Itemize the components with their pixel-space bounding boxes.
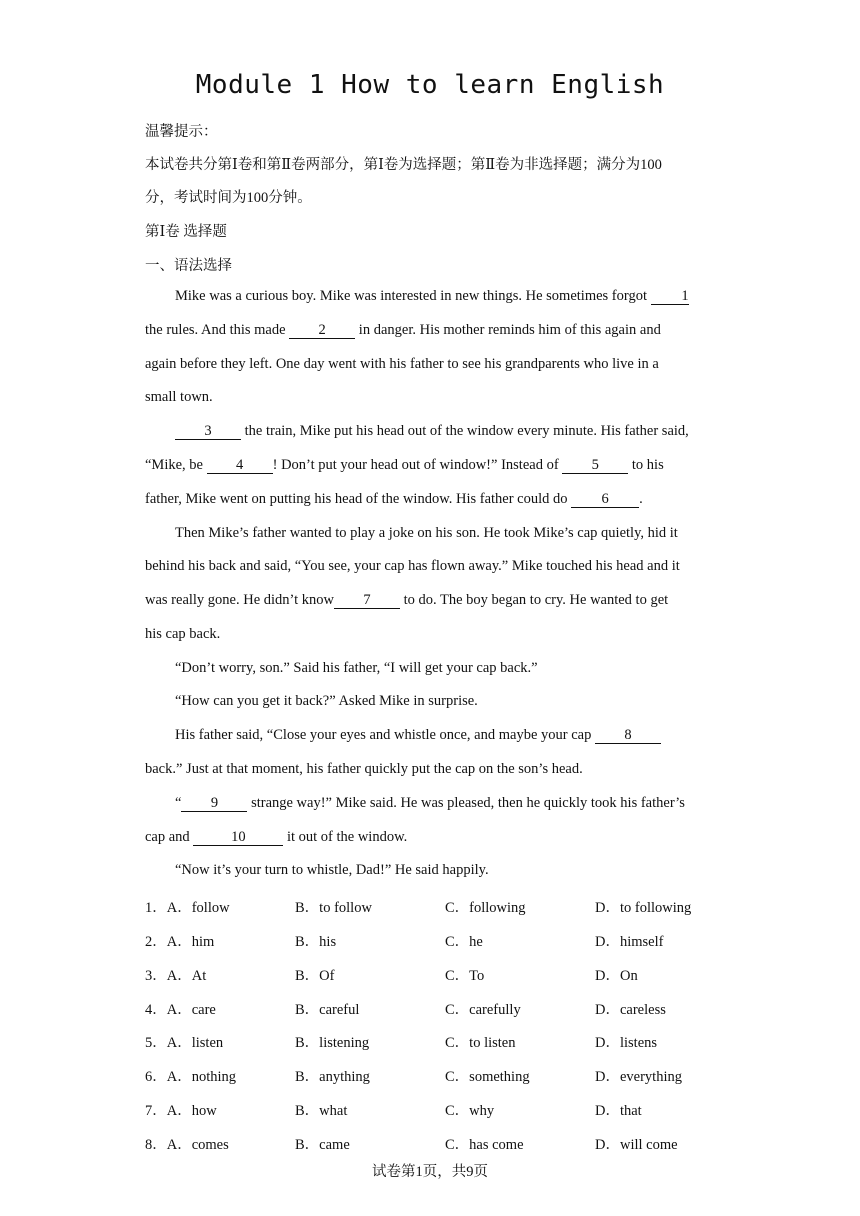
option-c: C．To bbox=[445, 968, 485, 984]
option-b: B．what bbox=[295, 1103, 348, 1119]
option-a: 5．A．listen bbox=[145, 1035, 224, 1051]
option-a: 8．A．comes bbox=[145, 1137, 229, 1153]
option-a: 3．A．At bbox=[145, 968, 207, 984]
blank-2: 2 bbox=[289, 323, 355, 339]
option-d: D．On bbox=[595, 968, 638, 984]
option-b: B．Of bbox=[295, 968, 335, 984]
option-d: D．careless bbox=[595, 1002, 666, 1018]
tip-line-2: 分，考试时间为100分钟。 bbox=[145, 190, 312, 206]
passage-line: Then Mike’s father wanted to play a joke on his son. He took Mike’s cap quietly, hid it bbox=[175, 525, 678, 541]
option-b: B．anything bbox=[295, 1069, 370, 1085]
passage-line: his cap back. bbox=[145, 626, 221, 642]
option-c: C．something bbox=[445, 1069, 530, 1085]
tip-heading: 温馨提示： bbox=[145, 124, 218, 140]
blank-5: 5 bbox=[562, 458, 628, 474]
option-d: D．listens bbox=[595, 1035, 658, 1051]
option-c: C．he bbox=[445, 934, 483, 950]
section-heading: 第Ⅰ卷 选择题 bbox=[145, 224, 227, 240]
blank-10: 10 bbox=[193, 830, 283, 846]
passage-line: “ 9 strange way!” Mike said. He was pleased, then he quickly took his father’s bbox=[175, 795, 685, 811]
option-a: 4．A．care bbox=[145, 1002, 216, 1018]
blank-8: 8 bbox=[595, 728, 661, 744]
passage-line: “How can you get it back?” Asked Mike in surprise. bbox=[175, 693, 478, 709]
page-footer: 试卷第1页，共9页 bbox=[372, 1164, 488, 1180]
option-b: B．his bbox=[295, 934, 337, 950]
passage-line: “Mike, be 4 ! Don’t put your head out of window!” Instead of 5 to his bbox=[145, 457, 664, 473]
passage-line: “Don’t worry, son.” Said his father, “I will get your cap back.” bbox=[175, 660, 538, 676]
option-c: C．carefully bbox=[445, 1002, 521, 1018]
passage-line: His father said, “Close your eyes and whistle once, and maybe your cap 8 bbox=[175, 727, 661, 744]
option-d: D．will come bbox=[595, 1137, 678, 1153]
passage-line: father, Mike went on putting his head of the window. His father could do 6 . bbox=[145, 491, 643, 507]
option-a: 6．A．nothing bbox=[145, 1069, 237, 1085]
option-b: B．to follow bbox=[295, 900, 372, 916]
blank-7: 7 bbox=[334, 593, 400, 609]
option-b: B．listening bbox=[295, 1035, 370, 1051]
option-a: 1．A．follow bbox=[145, 900, 230, 916]
option-c: C．following bbox=[445, 900, 526, 916]
passage-line: behind his back and said, “You see, your cap has flown away.” Mike touched his head and it bbox=[145, 558, 680, 574]
blank-9: 9 bbox=[181, 796, 247, 812]
option-c: C．has come bbox=[445, 1137, 524, 1153]
blank-6: 6 bbox=[571, 492, 639, 508]
tip-line-1: 本试卷共分第Ⅰ卷和第Ⅱ卷两部分，第Ⅰ卷为选择题；第Ⅱ卷为非选择题；满分为100 bbox=[145, 157, 662, 173]
passage-line: the rules. And this made 2 in danger. His mother reminds him of this again and bbox=[145, 322, 661, 338]
passage-line: “Now it’s your turn to whistle, Dad!” He said happily. bbox=[175, 862, 489, 878]
passage-line: again before they left. One day went with his father to see his grandparents who live in a bbox=[145, 356, 659, 372]
passage-line: 3 the train, Mike put his head out of the window every minute. His father said, bbox=[175, 423, 689, 440]
option-d: D．that bbox=[595, 1103, 642, 1119]
passage-line: small town. bbox=[145, 389, 213, 405]
option-a: 7．A．how bbox=[145, 1103, 217, 1119]
option-b: B．careful bbox=[295, 1002, 360, 1018]
blank-4: 4 bbox=[207, 458, 273, 474]
passage-line: Mike was a curious boy. Mike was interested in new things. He sometimes forgot 1 bbox=[175, 288, 689, 304]
blank-3: 3 bbox=[175, 424, 241, 440]
blank-1: 1 bbox=[651, 289, 689, 305]
passage-line: cap and 10 it out of the window. bbox=[145, 829, 408, 845]
option-a: 2．A．him bbox=[145, 934, 215, 950]
option-c: C．to listen bbox=[445, 1035, 516, 1051]
option-d: D．to following bbox=[595, 900, 692, 916]
option-d: D．himself bbox=[595, 934, 664, 950]
passage-line: was really gone. He didn’t know 7 to do. The boy began to cry. He wanted to get bbox=[145, 592, 669, 608]
passage-line: back.” Just at that moment, his father quickly put the cap on the son’s head. bbox=[145, 761, 583, 777]
page-title: Module 1 How to learn English bbox=[195, 70, 665, 100]
option-d: D．everything bbox=[595, 1069, 682, 1085]
option-b: B．came bbox=[295, 1137, 350, 1153]
option-c: C．why bbox=[445, 1103, 495, 1119]
part-heading: 一、语法选择 bbox=[145, 258, 232, 274]
